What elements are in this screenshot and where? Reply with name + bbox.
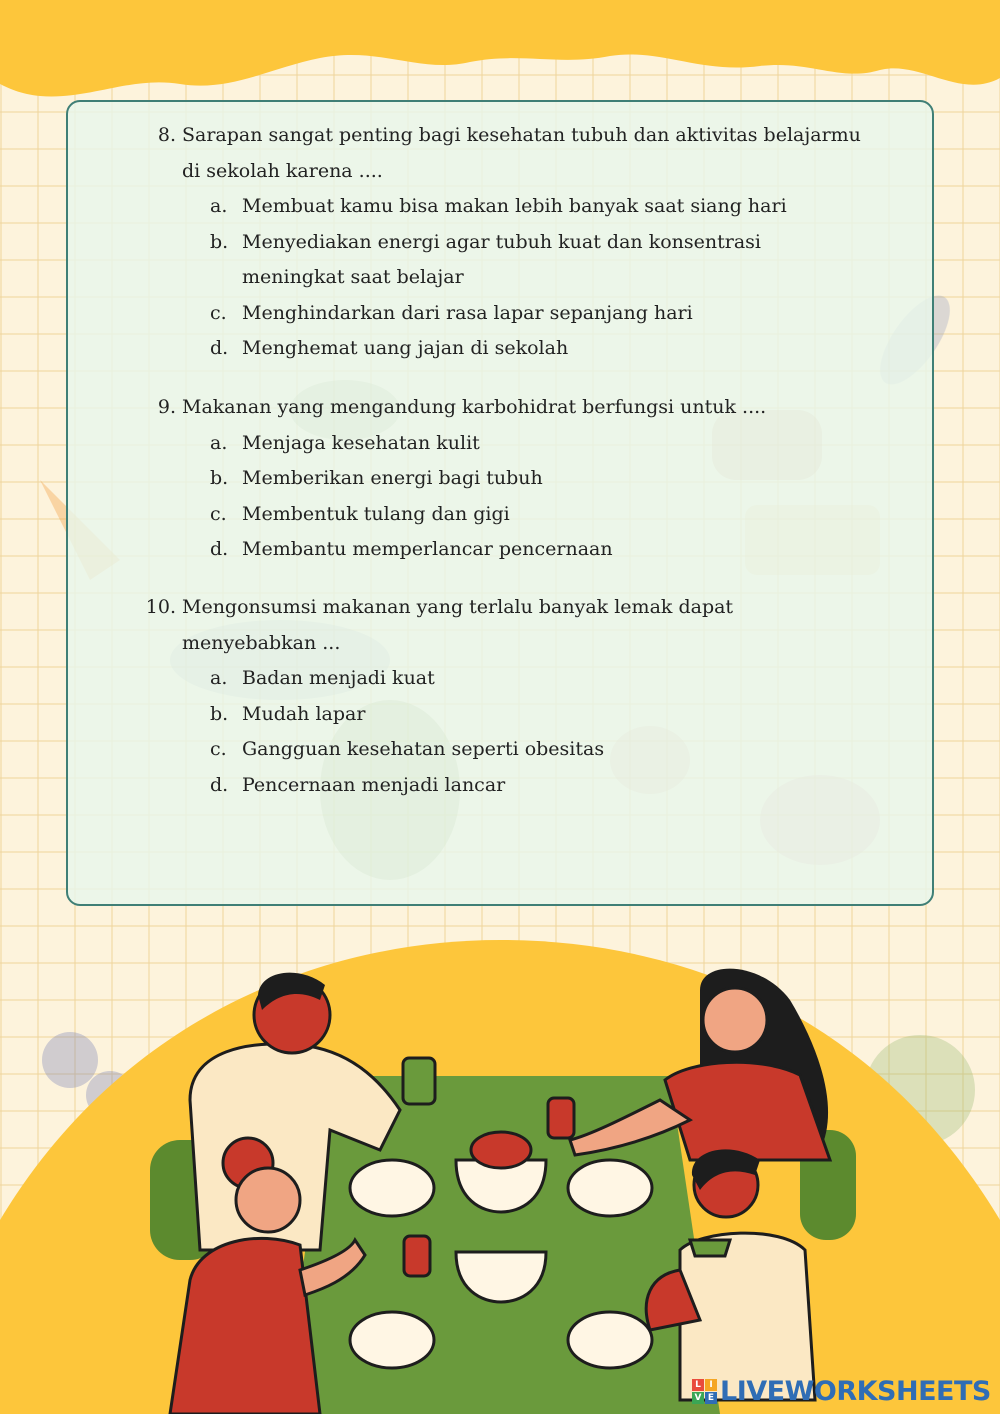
question-8 (68, 118, 928, 367)
option-c[interactable] (68, 732, 928, 768)
logo-grid-icon (692, 1379, 717, 1404)
option-text: Menyediakan energi agar tubuh kuat dan konsentrasi (242, 230, 761, 253)
option-letter: d. (210, 773, 229, 796)
question-9 (68, 390, 928, 568)
option-letter: a. (210, 431, 228, 454)
option-letter: a. (210, 667, 228, 689)
option-letter: b. (210, 230, 229, 253)
option-c[interactable] (68, 497, 928, 533)
option-b[interactable] (68, 461, 928, 497)
question-10 (68, 590, 928, 803)
option-letter: c. (210, 502, 227, 525)
option-a[interactable] (68, 661, 928, 697)
question-text: menyebabkan ... (182, 631, 341, 654)
logo-letter: I (705, 1379, 717, 1391)
berry-icon (42, 1032, 98, 1088)
drink-glass-icon (404, 1236, 430, 1276)
option-letter: d. (210, 337, 229, 359)
option-text: Badan menjadi kuat (242, 667, 435, 689)
question-text: di sekolah karena .... (182, 159, 383, 182)
option-text: Mudah lapar (242, 702, 366, 725)
option-letter: a. (210, 195, 228, 217)
option-b-continued[interactable] (68, 260, 928, 296)
logo-letter: V (692, 1392, 704, 1404)
logo-letter: L (692, 1379, 704, 1391)
question-text: Makanan yang mengandung karbohidrat berfungsi untuk .... (182, 396, 767, 418)
question-text: Mengonsumsi makanan yang terlalu banyak lemak dapat (182, 596, 734, 618)
option-letter: d. (210, 538, 229, 560)
option-text: Gangguan kesehatan seperti obesitas (242, 738, 605, 760)
option-text: Pencernaan menjadi lancar (242, 773, 506, 796)
option-a[interactable] (68, 189, 928, 225)
option-letter: b. (210, 702, 229, 725)
liveworksheets-logo[interactable] (692, 1376, 991, 1406)
option-d[interactable] (68, 768, 928, 804)
drink-glass-icon (403, 1058, 435, 1104)
option-letter: b. (210, 467, 229, 489)
roast-chicken-icon (471, 1132, 531, 1168)
option-d[interactable] (68, 331, 928, 367)
logo-letter: E (705, 1392, 717, 1404)
question-number: 8. (157, 124, 176, 146)
option-text: Membentuk tulang dan gigi (242, 502, 510, 525)
question-card (66, 100, 934, 906)
option-text: meningkat saat belajar (242, 266, 464, 288)
top-wave-band (0, 0, 1000, 96)
option-b[interactable] (68, 697, 928, 733)
option-text: Menjaga kesehatan kulit (242, 431, 480, 454)
option-a[interactable] (68, 426, 928, 462)
drink-glass-icon (548, 1098, 574, 1138)
option-text: Memberikan energi bagi tubuh (242, 467, 543, 489)
option-d[interactable] (68, 532, 928, 568)
question-line (68, 626, 928, 662)
option-text: Membuat kamu bisa makan lebih banyak saat siang hari (242, 195, 787, 217)
question-line (68, 390, 928, 426)
option-b[interactable] (68, 225, 928, 261)
question-number: 10. (145, 596, 176, 618)
option-text: Menghemat uang jajan di sekolah (242, 337, 569, 359)
option-c[interactable] (68, 296, 928, 332)
option-text: Membantu memperlancar pencernaan (242, 538, 613, 560)
teacup-icon (690, 1240, 730, 1256)
option-letter: c. (210, 301, 227, 324)
question-line (68, 590, 928, 626)
option-text: Menghindarkan dari rasa lapar sepanjang hari (242, 301, 693, 324)
question-line (68, 154, 928, 190)
question-line (68, 118, 928, 154)
question-number: 9. (157, 396, 176, 418)
option-letter: c. (210, 738, 227, 760)
question-text: Sarapan sangat penting bagi kesehatan tubuh dan aktivitas belajarmu (182, 124, 861, 146)
logo-text: LIVEWORKSHEETS (720, 1375, 991, 1407)
